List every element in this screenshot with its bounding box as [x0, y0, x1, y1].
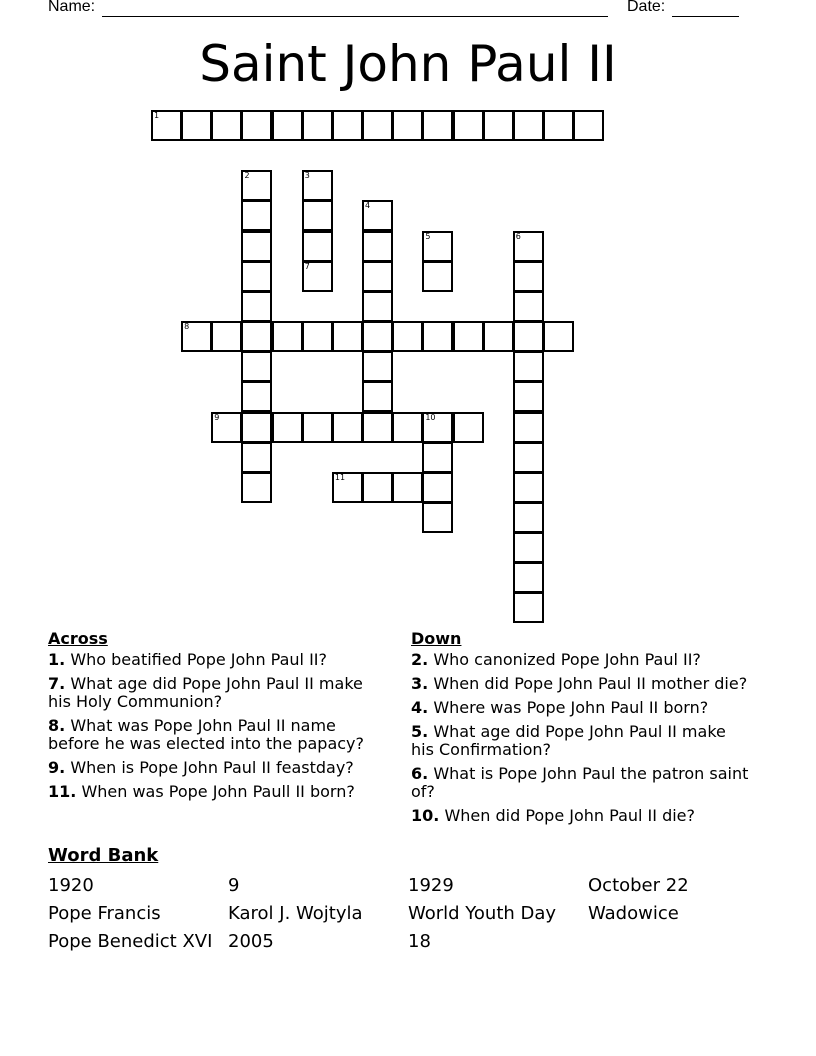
word-bank-item: 1929: [408, 875, 454, 896]
clue-number: 5: [425, 231, 431, 241]
crossword-cell[interactable]: [513, 351, 544, 382]
word-bank-item: 18: [408, 931, 431, 952]
crossword-cell[interactable]: [573, 110, 604, 141]
crossword-cell[interactable]: [362, 110, 393, 141]
date-label: Date:: [627, 0, 666, 15]
crossword-cell[interactable]: [513, 381, 544, 412]
page-title: Saint John Paul II: [199, 35, 617, 93]
crossword-cell[interactable]: [302, 170, 333, 201]
crossword-cell[interactable]: [241, 351, 272, 382]
crossword-cell[interactable]: [362, 200, 393, 231]
crossword-cell[interactable]: [362, 412, 393, 443]
word-bank-heading: Word Bank: [48, 845, 159, 866]
crossword-cell[interactable]: [241, 321, 272, 352]
clue-number: 10: [425, 412, 436, 422]
crossword-cell[interactable]: [241, 261, 272, 292]
word-bank-item: [588, 928, 768, 956]
crossword-cell[interactable]: [362, 291, 393, 322]
crossword-cell[interactable]: [211, 110, 242, 141]
crossword-cell[interactable]: [543, 321, 574, 352]
crossword-cell[interactable]: [513, 321, 544, 352]
crossword-cell[interactable]: [422, 502, 453, 533]
clue-number: 6: [515, 231, 521, 241]
crossword-cell[interactable]: [513, 592, 544, 623]
crossword-cell[interactable]: [241, 110, 272, 141]
crossword-cell[interactable]: [513, 562, 544, 593]
crossword-cell[interactable]: [362, 321, 393, 352]
clue-across-9: 9. When is Pope John Paul II feastday?: [48, 758, 354, 777]
across-clues: [48, 628, 388, 807]
down-heading: Down: [411, 629, 462, 648]
crossword-cell[interactable]: [302, 200, 333, 231]
crossword-cell[interactable]: [513, 412, 544, 443]
crossword-cell[interactable]: [513, 472, 544, 503]
crossword-cell[interactable]: [362, 472, 393, 503]
crossword-cell[interactable]: [211, 321, 242, 352]
across-heading: Across: [48, 629, 108, 648]
crossword-cell[interactable]: [392, 472, 423, 503]
crossword-cell[interactable]: [151, 110, 182, 141]
crossword-cell[interactable]: [513, 291, 544, 322]
word-bank-row: [48, 872, 768, 900]
crossword-cell[interactable]: [332, 472, 363, 503]
clue-across-8: 8. What was Pope John Paul II name before he was elected into the papacy?: [48, 716, 365, 753]
crossword-cell[interactable]: [453, 110, 484, 141]
crossword-cell[interactable]: [241, 291, 272, 322]
word-bank: [48, 872, 768, 956]
crossword-cell[interactable]: [241, 231, 272, 262]
crossword-cell[interactable]: [211, 412, 242, 443]
word-bank-row: [48, 928, 768, 956]
crossword-cell[interactable]: [453, 412, 484, 443]
crossword-cell[interactable]: [241, 442, 272, 473]
crossword-cell[interactable]: [513, 502, 544, 533]
clue-number: 8: [184, 322, 190, 332]
crossword-cell[interactable]: [392, 321, 423, 352]
clue-across-7: 7. What age did Pope John Paul II make his Holy Communion?: [48, 674, 363, 711]
crossword-cell[interactable]: [302, 412, 333, 443]
crossword-cell[interactable]: [241, 412, 272, 443]
crossword-cell[interactable]: [181, 110, 212, 141]
word-bank-item: Pope Benedict XVI: [48, 931, 213, 952]
word-bank-item: Pope Francis: [48, 903, 161, 924]
crossword-cell[interactable]: [332, 321, 363, 352]
clue-down-10: 10. When did Pope John Paul II die?: [411, 806, 696, 825]
name-label: Name:: [48, 0, 96, 15]
word-bank-item: Karol J. Wojtyla: [228, 903, 363, 924]
clue-number: 2: [244, 171, 250, 181]
crossword-cell[interactable]: [302, 110, 333, 141]
crossword-cell[interactable]: [272, 412, 303, 443]
crossword-cell[interactable]: [241, 200, 272, 231]
crossword-cell[interactable]: [422, 261, 453, 292]
word-bank-row: [48, 900, 768, 928]
crossword-cell[interactable]: [332, 412, 363, 443]
crossword-cell[interactable]: [392, 412, 423, 443]
crossword-cell[interactable]: [543, 110, 574, 141]
crossword-cell[interactable]: [241, 381, 272, 412]
crossword-cell[interactable]: [453, 321, 484, 352]
crossword-cell[interactable]: [513, 442, 544, 473]
crossword-cell[interactable]: [362, 351, 393, 382]
word-bank-item: October 22: [588, 875, 689, 896]
crossword-cell[interactable]: [241, 472, 272, 503]
crossword-cell[interactable]: [422, 442, 453, 473]
word-bank-item: 1920: [48, 875, 94, 896]
clue-number: 7: [304, 261, 310, 271]
clue-across-1: 1. Who beatified Pope John Paul II?: [48, 650, 327, 669]
crossword-cell[interactable]: [302, 231, 333, 262]
clue-number: 4: [365, 201, 371, 211]
crossword-cell[interactable]: [181, 321, 212, 352]
crossword-cell[interactable]: [483, 321, 514, 352]
crossword-cell[interactable]: [483, 110, 514, 141]
clue-down-6: 6. What is Pope John Paul the patron saint of?: [411, 764, 749, 801]
clue-down-5: 5. What age did Pope John Paul II make his Confirmation?: [411, 722, 726, 759]
clue-number: 3: [304, 171, 310, 181]
crossword-cell[interactable]: [302, 321, 333, 352]
crossword-cell[interactable]: [513, 261, 544, 292]
clue-across-11: 11. When was Pope John Paull II born?: [48, 782, 355, 801]
crossword-cell[interactable]: [422, 472, 453, 503]
clue-number: 9: [214, 412, 220, 422]
crossword-cell[interactable]: [422, 412, 453, 443]
crossword-cell[interactable]: [392, 110, 423, 141]
crossword-cell[interactable]: [302, 261, 333, 292]
crossword-cell[interactable]: [362, 261, 393, 292]
clue-number: 11: [334, 472, 346, 482]
word-bank-item: 9: [228, 875, 240, 896]
crossword-cell[interactable]: [513, 532, 544, 563]
clue-down-3: 3. When did Pope John Paul II mother die?: [411, 674, 748, 693]
clue-number: 1: [154, 111, 160, 120]
crossword-cell[interactable]: [513, 110, 544, 141]
crossword-cell[interactable]: [272, 321, 303, 352]
clue-down-4: 4. Where was Pope John Paul II born?: [411, 698, 709, 717]
word-bank-item: Wadowice: [588, 903, 679, 924]
crossword-cell[interactable]: [422, 110, 453, 141]
down-clues: [411, 628, 751, 831]
crossword-cell[interactable]: [332, 110, 363, 141]
word-bank-item: World Youth Day: [408, 903, 557, 924]
crossword-cell[interactable]: [362, 231, 393, 262]
crossword-cell[interactable]: [422, 321, 453, 352]
crossword-cell[interactable]: [272, 110, 303, 141]
crossword-cell[interactable]: [422, 231, 453, 262]
crossword-cell[interactable]: [241, 170, 272, 201]
word-bank-item: 2005: [228, 931, 274, 952]
crossword-cell[interactable]: [513, 231, 544, 262]
crossword-cell[interactable]: [362, 381, 393, 412]
clue-down-2: 2. Who canonized Pope John Paul II?: [411, 650, 701, 669]
